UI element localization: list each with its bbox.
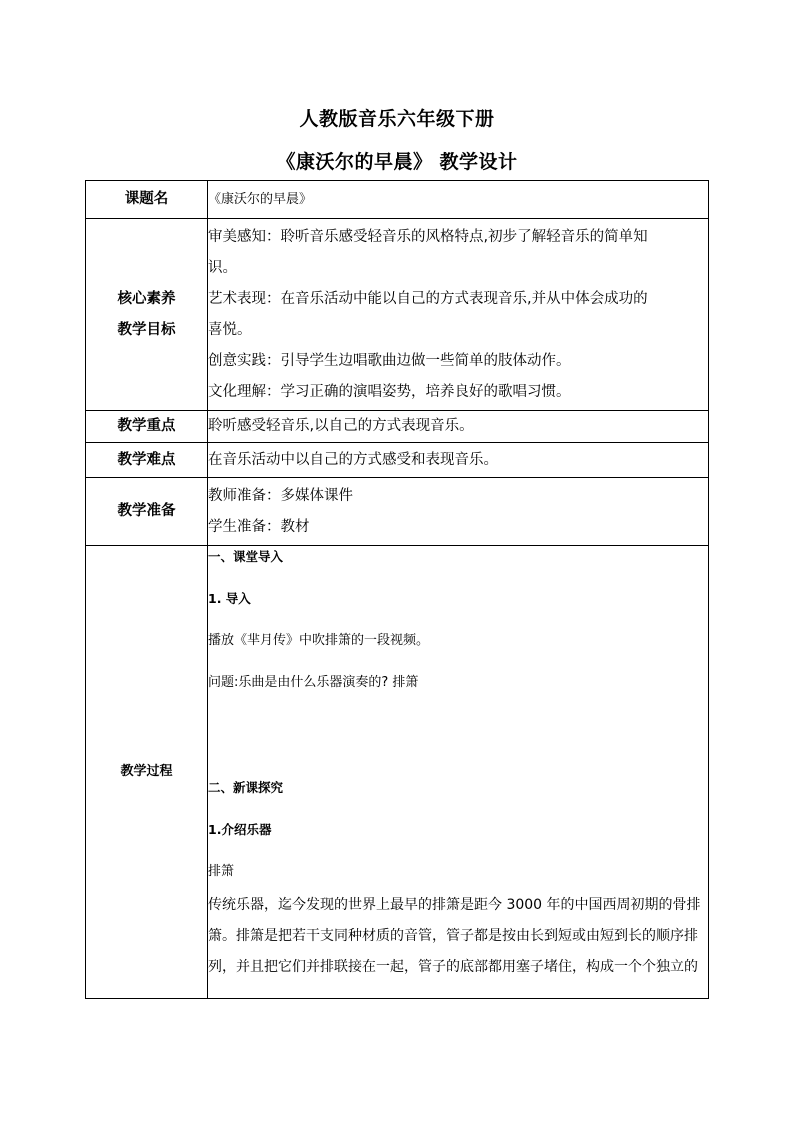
topic-value: 《康沃尔的早晨》: [208, 181, 709, 219]
difficulty-value: 在音乐活动中以自己的方式感受和表现音乐。: [208, 443, 709, 478]
goal-line: 文化理解：学习正确的演唱姿势，培养良好的歌唱习惯。: [208, 383, 571, 400]
topic-label: 课题名: [86, 181, 208, 219]
table-row: [86, 478, 709, 546]
process-paragraph: [208, 890, 708, 983]
paragraph-line: 传统乐器，迄今发现的世界上最早的排箫是距今 3000 年的中国西周初期的骨排: [208, 897, 701, 913]
goal-line: 喜悦。: [208, 321, 252, 338]
table-row: [86, 411, 709, 443]
key-points-value: 聆听感受轻音乐,以自己的方式表现音乐。: [208, 411, 709, 443]
process-item-heading: 1. 导入: [208, 591, 251, 606]
table-row: [86, 181, 709, 219]
key-points-label: 教学重点: [86, 411, 208, 443]
process-item-heading: 1.介绍乐器: [208, 822, 272, 837]
goal-line: 识。: [208, 259, 237, 276]
paragraph-line: 箫。排箫是把若干支同种材质的音管，管子都是按由长到短或由短到长的顺序排: [208, 928, 698, 944]
paragraph-line: 列，并且把它们并排联接在一起，管子的底部都用塞子堵住，构成一个个独立的: [208, 959, 698, 975]
table-row: [86, 219, 709, 411]
lesson-plan-table: [85, 180, 709, 999]
difficulty-label: 教学难点: [86, 443, 208, 478]
goals-content: [208, 219, 709, 411]
process-section-heading: 二、新课探究: [208, 780, 284, 795]
table-row: [86, 443, 709, 478]
document-subtitle: 《康沃尔的早晨》 教学设计: [276, 151, 518, 173]
table-row: [86, 546, 709, 999]
process-text: 排箫: [208, 864, 235, 879]
goals-label-line2: 教学目标: [117, 321, 176, 338]
process-label: 教学过程: [86, 546, 208, 999]
process-text: 播放《芈月传》中吹排箫的一段视频。: [208, 633, 430, 648]
process-text: 问题:乐曲是由什么乐器演奏的? 排箫: [208, 675, 419, 690]
prep-student: 学生准备：教材: [208, 518, 310, 535]
process-content: [208, 546, 709, 999]
goal-line: 创意实践：引导学生边唱歌曲边做一些简单的肢体动作。: [208, 352, 571, 369]
goal-line: 审美感知：聆听音乐感受轻音乐的风格特点,初步了解轻音乐的简单知: [208, 228, 648, 245]
goals-label: [86, 219, 208, 411]
prep-teacher: 教师准备：多媒体课件: [208, 487, 353, 504]
process-section-heading: 一、课堂导入: [208, 549, 284, 564]
document-title: 人教版音乐六年级下册: [299, 108, 495, 130]
goals-label-line1: 核心素养: [117, 290, 176, 307]
goal-line: 艺术表现：在音乐活动中能以自己的方式表现音乐,并从中体会成功的: [208, 290, 648, 307]
preparation-content: [208, 478, 709, 546]
preparation-label: 教学准备: [86, 478, 208, 546]
